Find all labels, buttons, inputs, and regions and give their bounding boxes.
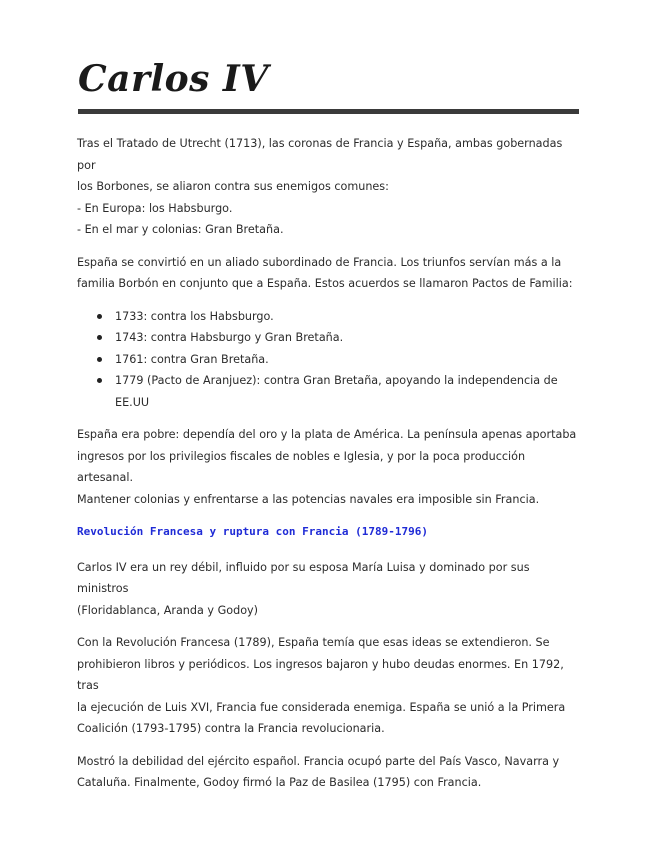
text-line: España era pobre: dependía del oro y la plata de América. La península apenas aportaba — [77, 428, 577, 441]
list-item — [77, 349, 581, 371]
list-item — [77, 306, 581, 328]
bullet-icon — [97, 314, 102, 319]
text-line: la ejecución de Luis XVI, Francia fue considerada enemiga. España se unió a la Primera — [77, 700, 566, 714]
list-item-text: 1743: contra Habsburgo y Gran Bretaña. — [115, 331, 344, 344]
text-line: Cataluña. Finalmente, Godoy firmó la Paz de Basilea (1795) con Francia. — [77, 776, 482, 789]
list-item-text: 1761: contra Gran Bretaña. — [115, 352, 269, 366]
revolution-paragraph — [77, 632, 581, 740]
text-line: - En el mar y colonias: Gran Bretaña. — [77, 223, 284, 236]
text-line: familia Borbón en conjunto que a España. Estos acuerdos se llamaron Pactos de Familia: — [77, 277, 573, 290]
text-line: España se convirtió en un aliado subordinado de Francia. Los triunfos servían más a la — [77, 255, 562, 269]
text-line: - En Europa: los Habsburgo. — [77, 201, 233, 215]
text-line: Carlos IV era un rey débil, influido por su esposa María Luisa y dominado por sus ministros — [77, 560, 530, 595]
text-line: ingresos por los privilegios fiscales de nobles e Iglesia, y por la poca producción artesanal. — [77, 449, 526, 484]
family-pacts-list — [77, 306, 581, 414]
army-paragraph — [77, 751, 581, 794]
text-line: los Borbones, se aliaron contra sus enemigos comunes: — [77, 180, 389, 193]
title-underline-rule — [78, 109, 579, 114]
text-line: Mantener colonias y enfrentarse a las potencias navales era imposible sin Francia. — [77, 492, 540, 506]
section-heading: Revolución Francesa y ruptura con Francia (1789-1796) — [77, 525, 428, 538]
text-line: Tras el Tratado de Utrecht (1713), las coronas de Francia y España, ambas gobernadas por — [77, 137, 563, 172]
list-item-text: 1779 (Pacto de Aranjuez): contra Gran Bretaña, apoyando la independencia de EE.UU — [115, 374, 558, 409]
text-line: (Floridablanca, Aranda y Godoy) — [77, 603, 259, 617]
page-title: Carlos IV — [78, 58, 269, 100]
list-item — [77, 370, 581, 413]
bullet-icon — [97, 357, 102, 362]
text-line: prohibieron libros y periódicos. Los ingresos bajaron y hubo deudas enormes. En 1792, tras — [77, 657, 564, 692]
economy-paragraph — [77, 424, 581, 510]
bullet-icon — [97, 335, 102, 340]
alliance-paragraph — [77, 252, 581, 295]
text-line: Con la Revolución Francesa (1789), España temía que esas ideas se extendieron. Se — [77, 636, 550, 649]
bullet-icon — [97, 378, 102, 383]
intro-paragraph — [77, 133, 581, 241]
document-body — [77, 133, 581, 805]
text-line: Coalición (1793-1795) contra la Francia revolucionaria. — [77, 722, 385, 735]
list-item — [77, 327, 581, 349]
list-item-text: 1733: contra los Habsburgo. — [115, 309, 274, 323]
text-line: Mostró la debilidad del ejército español. Francia ocupó parte del País Vasco, Navarra y — [77, 754, 560, 768]
king-paragraph — [77, 557, 581, 622]
